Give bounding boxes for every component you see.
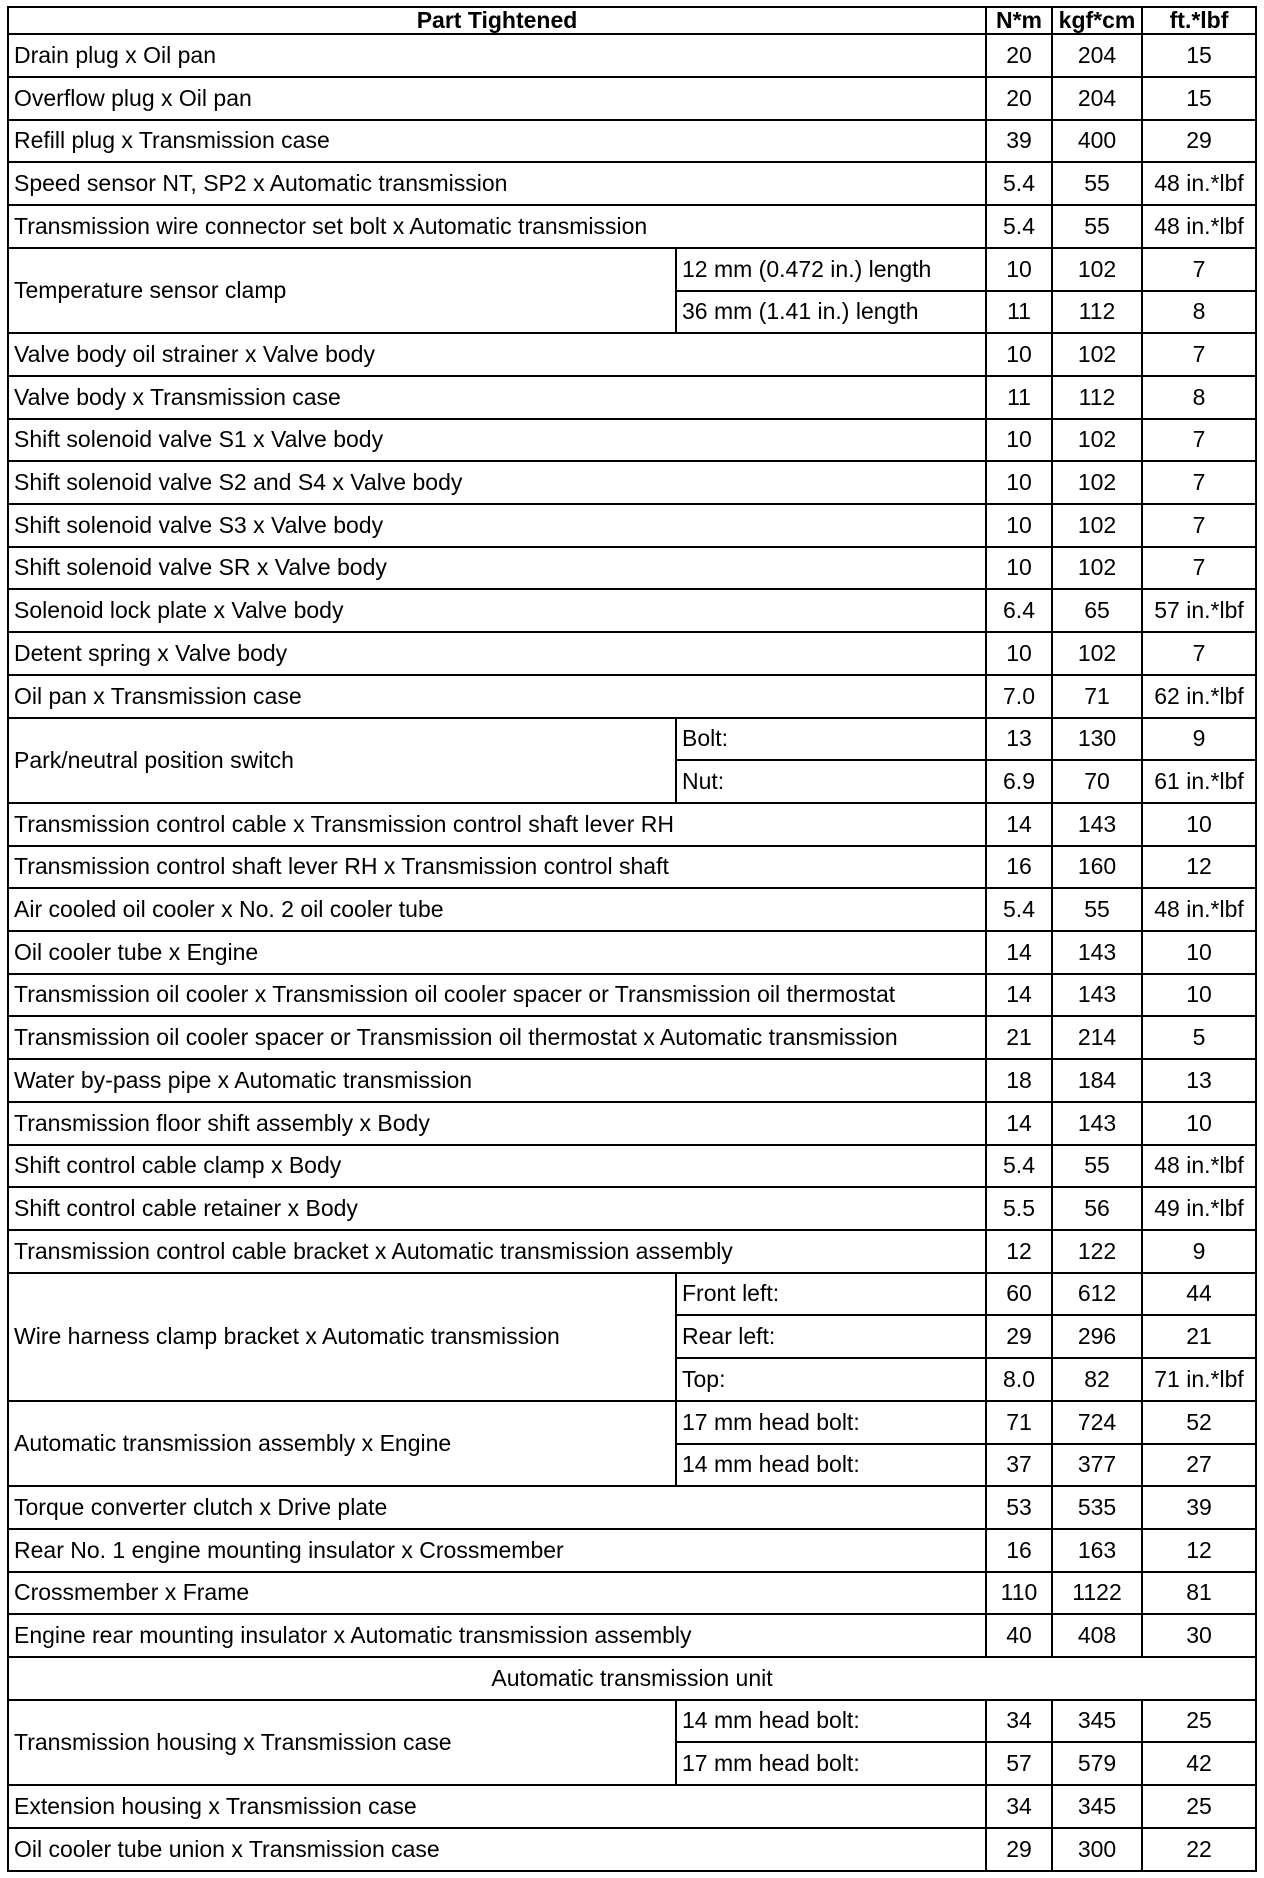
- kgf-cm-cell: 143: [1052, 974, 1142, 1017]
- table-row: [8, 1828, 1256, 1871]
- part-cell: Automatic transmission assembly x Engine: [8, 1401, 676, 1486]
- ft-lbf-cell: 15: [1142, 77, 1256, 120]
- ft-lbf-cell: 9: [1142, 718, 1256, 761]
- ft-lbf-cell: 48 in.*lbf: [1142, 205, 1256, 248]
- kgf-cm-cell: 65: [1052, 589, 1142, 632]
- ft-lbf-cell: 7: [1142, 632, 1256, 675]
- kgf-cm-cell: 102: [1052, 547, 1142, 590]
- header-kgf-cm: kgf*cm: [1052, 7, 1142, 34]
- part-cell: Transmission wire connector set bolt x Automatic transmission: [8, 205, 986, 248]
- nm-cell: 8.0: [986, 1358, 1052, 1401]
- kgf-cm-cell: 102: [1052, 419, 1142, 462]
- ft-lbf-cell: 25: [1142, 1785, 1256, 1828]
- nm-cell: 5.5: [986, 1187, 1052, 1230]
- condition-cell: 17 mm head bolt:: [676, 1742, 986, 1785]
- part-cell: Rear No. 1 engine mounting insulator x Crossmember: [8, 1529, 986, 1572]
- table-row: [8, 718, 1256, 761]
- kgf-cm-cell: 1122: [1052, 1572, 1142, 1615]
- kgf-cm-cell: 535: [1052, 1486, 1142, 1529]
- part-cell: Shift solenoid valve SR x Valve body: [8, 547, 986, 590]
- ft-lbf-cell: 10: [1142, 931, 1256, 974]
- kgf-cm-cell: 55: [1052, 162, 1142, 205]
- table-row: [8, 931, 1256, 974]
- nm-cell: 20: [986, 77, 1052, 120]
- kgf-cm-cell: 143: [1052, 1102, 1142, 1145]
- nm-cell: 34: [986, 1785, 1052, 1828]
- ft-lbf-cell: 9: [1142, 1230, 1256, 1273]
- kgf-cm-cell: 345: [1052, 1700, 1142, 1743]
- part-cell: Extension housing x Transmission case: [8, 1785, 986, 1828]
- ft-lbf-cell: 44: [1142, 1273, 1256, 1316]
- part-cell: Crossmember x Frame: [8, 1572, 986, 1615]
- ft-lbf-cell: 7: [1142, 504, 1256, 547]
- nm-cell: 10: [986, 248, 1052, 291]
- table-row: [8, 846, 1256, 889]
- condition-cell: 12 mm (0.472 in.) length: [676, 248, 986, 291]
- table-row: [8, 589, 1256, 632]
- part-cell: Temperature sensor clamp: [8, 248, 676, 333]
- ft-lbf-cell: 71 in.*lbf: [1142, 1358, 1256, 1401]
- table-row: [8, 1145, 1256, 1188]
- nm-cell: 6.4: [986, 589, 1052, 632]
- table-row: [8, 1401, 1256, 1444]
- header-ft-lbf: ft.*lbf: [1142, 7, 1256, 34]
- kgf-cm-cell: 296: [1052, 1315, 1142, 1358]
- part-cell: Transmission control cable x Transmission control shaft lever RH: [8, 803, 986, 846]
- kgf-cm-cell: 112: [1052, 291, 1142, 334]
- part-cell: Shift control cable clamp x Body: [8, 1145, 986, 1188]
- part-cell: Detent spring x Valve body: [8, 632, 986, 675]
- torque-spec-table: [7, 6, 1257, 1872]
- ft-lbf-cell: 48 in.*lbf: [1142, 1145, 1256, 1188]
- ft-lbf-cell: 81: [1142, 1572, 1256, 1615]
- nm-cell: 13: [986, 718, 1052, 761]
- condition-cell: Front left:: [676, 1273, 986, 1316]
- kgf-cm-cell: 130: [1052, 718, 1142, 761]
- condition-cell: Top:: [676, 1358, 986, 1401]
- ft-lbf-cell: 12: [1142, 1529, 1256, 1572]
- table-row: [8, 1572, 1256, 1615]
- part-cell: Refill plug x Transmission case: [8, 120, 986, 163]
- nm-cell: 29: [986, 1315, 1052, 1358]
- table-row: [8, 461, 1256, 504]
- part-cell: Transmission oil cooler x Transmission oil cooler spacer or Transmission oil thermostat: [8, 974, 986, 1017]
- table-row: [8, 803, 1256, 846]
- ft-lbf-cell: 29: [1142, 120, 1256, 163]
- part-cell: Park/neutral position switch: [8, 718, 676, 803]
- table-row: [8, 1785, 1256, 1828]
- ft-lbf-cell: 48 in.*lbf: [1142, 888, 1256, 931]
- header-row: [8, 7, 1256, 34]
- table-row: [8, 162, 1256, 205]
- ft-lbf-cell: 10: [1142, 1102, 1256, 1145]
- part-cell: Shift solenoid valve S2 and S4 x Valve body: [8, 461, 986, 504]
- condition-cell: Nut:: [676, 760, 986, 803]
- ft-lbf-cell: 62 in.*lbf: [1142, 675, 1256, 718]
- part-cell: Shift solenoid valve S3 x Valve body: [8, 504, 986, 547]
- table-row: [8, 1614, 1256, 1657]
- table-row: [8, 34, 1256, 77]
- condition-cell: 17 mm head bolt:: [676, 1401, 986, 1444]
- nm-cell: 37: [986, 1444, 1052, 1487]
- table-row: [8, 632, 1256, 675]
- part-cell: Valve body x Transmission case: [8, 376, 986, 419]
- ft-lbf-cell: 12: [1142, 846, 1256, 889]
- kgf-cm-cell: 102: [1052, 504, 1142, 547]
- part-cell: Oil pan x Transmission case: [8, 675, 986, 718]
- ft-lbf-cell: 8: [1142, 376, 1256, 419]
- ft-lbf-cell: 15: [1142, 34, 1256, 77]
- part-cell: Speed sensor NT, SP2 x Automatic transmission: [8, 162, 986, 205]
- nm-cell: 29: [986, 1828, 1052, 1871]
- kgf-cm-cell: 724: [1052, 1401, 1142, 1444]
- kgf-cm-cell: 102: [1052, 461, 1142, 504]
- kgf-cm-cell: 102: [1052, 333, 1142, 376]
- table-row: [8, 1230, 1256, 1273]
- kgf-cm-cell: 112: [1052, 376, 1142, 419]
- condition-cell: 36 mm (1.41 in.) length: [676, 291, 986, 334]
- table-row: [8, 547, 1256, 590]
- nm-cell: 34: [986, 1700, 1052, 1743]
- kgf-cm-cell: 204: [1052, 34, 1142, 77]
- table-row: [8, 1486, 1256, 1529]
- nm-cell: 20: [986, 34, 1052, 77]
- kgf-cm-cell: 55: [1052, 205, 1142, 248]
- part-cell: Torque converter clutch x Drive plate: [8, 1486, 986, 1529]
- part-cell: Transmission housing x Transmission case: [8, 1700, 676, 1785]
- part-cell: Shift control cable retainer x Body: [8, 1187, 986, 1230]
- kgf-cm-cell: 56: [1052, 1187, 1142, 1230]
- table-row: [8, 1529, 1256, 1572]
- nm-cell: 14: [986, 974, 1052, 1017]
- ft-lbf-cell: 7: [1142, 419, 1256, 462]
- kgf-cm-cell: 70: [1052, 760, 1142, 803]
- table-row: [8, 1187, 1256, 1230]
- table-row: [8, 974, 1256, 1017]
- ft-lbf-cell: 7: [1142, 547, 1256, 590]
- table-row: [8, 205, 1256, 248]
- nm-cell: 21: [986, 1016, 1052, 1059]
- ft-lbf-cell: 49 in.*lbf: [1142, 1187, 1256, 1230]
- kgf-cm-cell: 71: [1052, 675, 1142, 718]
- table-row: [8, 888, 1256, 931]
- kgf-cm-cell: 300: [1052, 1828, 1142, 1871]
- table-row: [8, 248, 1256, 291]
- table-row: [8, 77, 1256, 120]
- header-nm: N*m: [986, 7, 1052, 34]
- nm-cell: 6.9: [986, 760, 1052, 803]
- nm-cell: 14: [986, 803, 1052, 846]
- ft-lbf-cell: 25: [1142, 1700, 1256, 1743]
- nm-cell: 5.4: [986, 162, 1052, 205]
- kgf-cm-cell: 102: [1052, 632, 1142, 675]
- nm-cell: 18: [986, 1059, 1052, 1102]
- table-row: [8, 1102, 1256, 1145]
- ft-lbf-cell: 61 in.*lbf: [1142, 760, 1256, 803]
- nm-cell: 10: [986, 419, 1052, 462]
- ft-lbf-cell: 57 in.*lbf: [1142, 589, 1256, 632]
- kgf-cm-cell: 400: [1052, 120, 1142, 163]
- part-cell: Wire harness clamp bracket x Automatic transmission: [8, 1273, 676, 1401]
- nm-cell: 11: [986, 291, 1052, 334]
- kgf-cm-cell: 214: [1052, 1016, 1142, 1059]
- nm-cell: 57: [986, 1742, 1052, 1785]
- kgf-cm-cell: 345: [1052, 1785, 1142, 1828]
- ft-lbf-cell: 22: [1142, 1828, 1256, 1871]
- ft-lbf-cell: 8: [1142, 291, 1256, 334]
- part-cell: Solenoid lock plate x Valve body: [8, 589, 986, 632]
- part-cell: Transmission oil cooler spacer or Transmission oil thermostat x Automatic transmission: [8, 1016, 986, 1059]
- part-cell: Transmission control cable bracket x Automatic transmission assembly: [8, 1230, 986, 1273]
- kgf-cm-cell: 579: [1052, 1742, 1142, 1785]
- kgf-cm-cell: 377: [1052, 1444, 1142, 1487]
- kgf-cm-cell: 160: [1052, 846, 1142, 889]
- part-cell: Oil cooler tube x Engine: [8, 931, 986, 974]
- nm-cell: 11: [986, 376, 1052, 419]
- ft-lbf-cell: 7: [1142, 333, 1256, 376]
- part-cell: Drain plug x Oil pan: [8, 34, 986, 77]
- nm-cell: 16: [986, 846, 1052, 889]
- condition-cell: Rear left:: [676, 1315, 986, 1358]
- part-cell: Valve body oil strainer x Valve body: [8, 333, 986, 376]
- nm-cell: 7.0: [986, 675, 1052, 718]
- part-cell: Transmission control shaft lever RH x Transmission control shaft: [8, 846, 986, 889]
- kgf-cm-cell: 102: [1052, 248, 1142, 291]
- part-cell: Shift solenoid valve S1 x Valve body: [8, 419, 986, 462]
- part-cell: Transmission floor shift assembly x Body: [8, 1102, 986, 1145]
- part-cell: Overflow plug x Oil pan: [8, 77, 986, 120]
- table-row: [8, 1700, 1256, 1743]
- nm-cell: 39: [986, 120, 1052, 163]
- nm-cell: 10: [986, 461, 1052, 504]
- nm-cell: 12: [986, 1230, 1052, 1273]
- table-row: [8, 1059, 1256, 1102]
- table-row: [8, 333, 1256, 376]
- table-row: [8, 376, 1256, 419]
- nm-cell: 40: [986, 1614, 1052, 1657]
- section-row: [8, 1657, 1256, 1700]
- nm-cell: 14: [986, 1102, 1052, 1145]
- ft-lbf-cell: 7: [1142, 461, 1256, 504]
- ft-lbf-cell: 5: [1142, 1016, 1256, 1059]
- nm-cell: 5.4: [986, 205, 1052, 248]
- nm-cell: 60: [986, 1273, 1052, 1316]
- ft-lbf-cell: 39: [1142, 1486, 1256, 1529]
- kgf-cm-cell: 612: [1052, 1273, 1142, 1316]
- table-row: [8, 1016, 1256, 1059]
- nm-cell: 71: [986, 1401, 1052, 1444]
- nm-cell: 10: [986, 504, 1052, 547]
- table-row: [8, 1273, 1256, 1316]
- kgf-cm-cell: 204: [1052, 77, 1142, 120]
- ft-lbf-cell: 48 in.*lbf: [1142, 162, 1256, 205]
- ft-lbf-cell: 30: [1142, 1614, 1256, 1657]
- ft-lbf-cell: 21: [1142, 1315, 1256, 1358]
- part-cell: Oil cooler tube union x Transmission case: [8, 1828, 986, 1871]
- ft-lbf-cell: 42: [1142, 1742, 1256, 1785]
- nm-cell: 10: [986, 632, 1052, 675]
- kgf-cm-cell: 122: [1052, 1230, 1142, 1273]
- kgf-cm-cell: 55: [1052, 1145, 1142, 1188]
- ft-lbf-cell: 7: [1142, 248, 1256, 291]
- table-row: [8, 504, 1256, 547]
- kgf-cm-cell: 55: [1052, 888, 1142, 931]
- kgf-cm-cell: 143: [1052, 803, 1142, 846]
- nm-cell: 5.4: [986, 888, 1052, 931]
- condition-cell: 14 mm head bolt:: [676, 1700, 986, 1743]
- header-part-tightened: Part Tightened: [8, 7, 986, 34]
- ft-lbf-cell: 13: [1142, 1059, 1256, 1102]
- kgf-cm-cell: 163: [1052, 1529, 1142, 1572]
- ft-lbf-cell: 10: [1142, 803, 1256, 846]
- nm-cell: 5.4: [986, 1145, 1052, 1188]
- kgf-cm-cell: 408: [1052, 1614, 1142, 1657]
- kgf-cm-cell: 82: [1052, 1358, 1142, 1401]
- kgf-cm-cell: 184: [1052, 1059, 1142, 1102]
- part-cell: Water by-pass pipe x Automatic transmission: [8, 1059, 986, 1102]
- table-row: [8, 419, 1256, 462]
- nm-cell: 14: [986, 931, 1052, 974]
- condition-cell: 14 mm head bolt:: [676, 1444, 986, 1487]
- nm-cell: 10: [986, 547, 1052, 590]
- ft-lbf-cell: 27: [1142, 1444, 1256, 1487]
- table-row: [8, 120, 1256, 163]
- nm-cell: 16: [986, 1529, 1052, 1572]
- section-heading: Automatic transmission unit: [8, 1657, 1256, 1700]
- part-cell: Air cooled oil cooler x No. 2 oil cooler tube: [8, 888, 986, 931]
- condition-cell: Bolt:: [676, 718, 986, 761]
- table-row: [8, 675, 1256, 718]
- nm-cell: 53: [986, 1486, 1052, 1529]
- table-body: [8, 34, 1256, 1871]
- kgf-cm-cell: 143: [1052, 931, 1142, 974]
- ft-lbf-cell: 10: [1142, 974, 1256, 1017]
- ft-lbf-cell: 52: [1142, 1401, 1256, 1444]
- nm-cell: 10: [986, 333, 1052, 376]
- part-cell: Engine rear mounting insulator x Automatic transmission assembly: [8, 1614, 986, 1657]
- nm-cell: 110: [986, 1572, 1052, 1615]
